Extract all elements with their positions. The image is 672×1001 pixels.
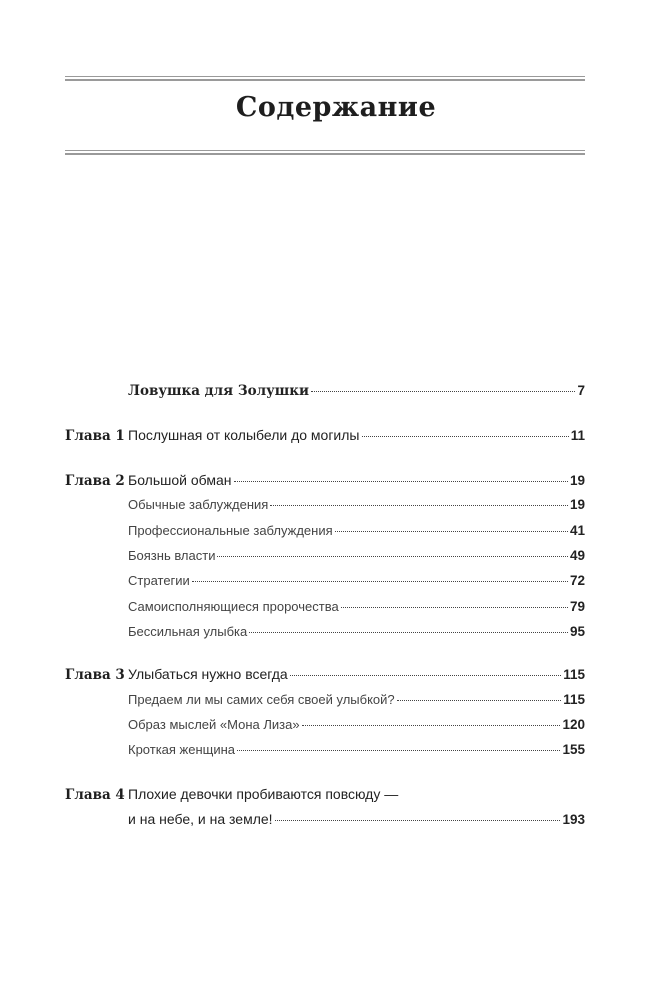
toc-chapter-4[interactable] — [128, 811, 585, 827]
top-rule — [65, 76, 585, 81]
page-number: 115 — [563, 667, 585, 682]
toc-section-title: Профессиональные заблуждения — [128, 523, 333, 538]
bottom-rule — [65, 150, 585, 155]
toc-section[interactable] — [128, 497, 585, 512]
toc-section-title: Самоисполняющиеся пророчества — [128, 599, 339, 614]
dot-leader — [302, 725, 561, 726]
toc-section[interactable] — [128, 742, 585, 757]
toc-section-title: Бессильная улыбка — [128, 624, 248, 639]
toc-intro[interactable] — [128, 383, 585, 399]
toc-section-title: Образ мыслей «Мона Лиза» — [128, 717, 300, 732]
page-title: Содержание — [235, 92, 437, 123]
page-number: 49 — [569, 548, 585, 563]
chapter-label: Глава 3 — [65, 667, 125, 683]
dot-leader — [249, 632, 568, 633]
toc-section-title: Обычные заблуждения — [128, 497, 269, 512]
page-number: 115 — [563, 692, 585, 707]
toc-section[interactable] — [128, 523, 585, 538]
toc-section[interactable] — [128, 599, 585, 614]
page-number: 95 — [569, 624, 585, 639]
dot-leader — [341, 607, 568, 608]
toc-entry-title: Улыбаться нужно всегда — [128, 666, 288, 682]
page-number: 79 — [569, 599, 585, 614]
toc-chapter-2[interactable] — [128, 472, 585, 488]
page-number: 193 — [562, 812, 585, 827]
page-number: 7 — [577, 383, 585, 398]
chapter-label: Глава 4 — [65, 787, 125, 803]
dot-leader — [270, 505, 568, 506]
toc-section[interactable] — [128, 548, 585, 563]
toc-section[interactable] — [128, 573, 585, 588]
page-number: 72 — [569, 573, 585, 588]
toc-entry-title: Ловушка для Золушки — [128, 383, 310, 399]
toc-entry-title: Послушная от колыбели до могилы — [128, 427, 360, 443]
chapter-label: Глава 1 — [65, 428, 125, 444]
toc-chapter-1[interactable] — [128, 427, 585, 443]
page-number: 41 — [569, 523, 585, 538]
dot-leader — [234, 481, 568, 482]
toc-chapter-3[interactable] — [128, 666, 585, 682]
dot-leader — [237, 750, 560, 751]
page-number: 19 — [569, 473, 585, 488]
dot-leader — [192, 581, 568, 582]
dot-leader — [397, 700, 562, 701]
page-number: 155 — [562, 742, 585, 757]
dot-leader — [290, 675, 562, 676]
chapter-label: Глава 2 — [65, 473, 125, 489]
toc-section-title: Предаем ли мы самих себя своей улыбкой? — [128, 692, 395, 707]
toc-section-title: Кроткая женщина — [128, 742, 236, 757]
dot-leader — [335, 531, 568, 532]
toc-section-title: Боязнь власти — [128, 548, 216, 563]
page-number: 19 — [569, 497, 585, 512]
toc-section-title: Стратегии — [128, 573, 190, 588]
toc-entry-title-line2: и на небе, и на земле! — [128, 811, 273, 827]
dot-leader — [217, 556, 568, 557]
toc-section[interactable] — [128, 692, 585, 707]
dot-leader — [362, 436, 569, 437]
toc-entry-title: Большой обман — [128, 472, 232, 488]
toc-section[interactable] — [128, 717, 585, 732]
page-number: 11 — [570, 428, 585, 443]
toc-section[interactable] — [128, 624, 585, 639]
toc-entry-title-line1[interactable]: Плохие девочки пробиваются повсюду — — [128, 786, 399, 802]
dot-leader — [311, 391, 575, 392]
page-number: 120 — [562, 717, 585, 732]
dot-leader — [275, 820, 561, 821]
